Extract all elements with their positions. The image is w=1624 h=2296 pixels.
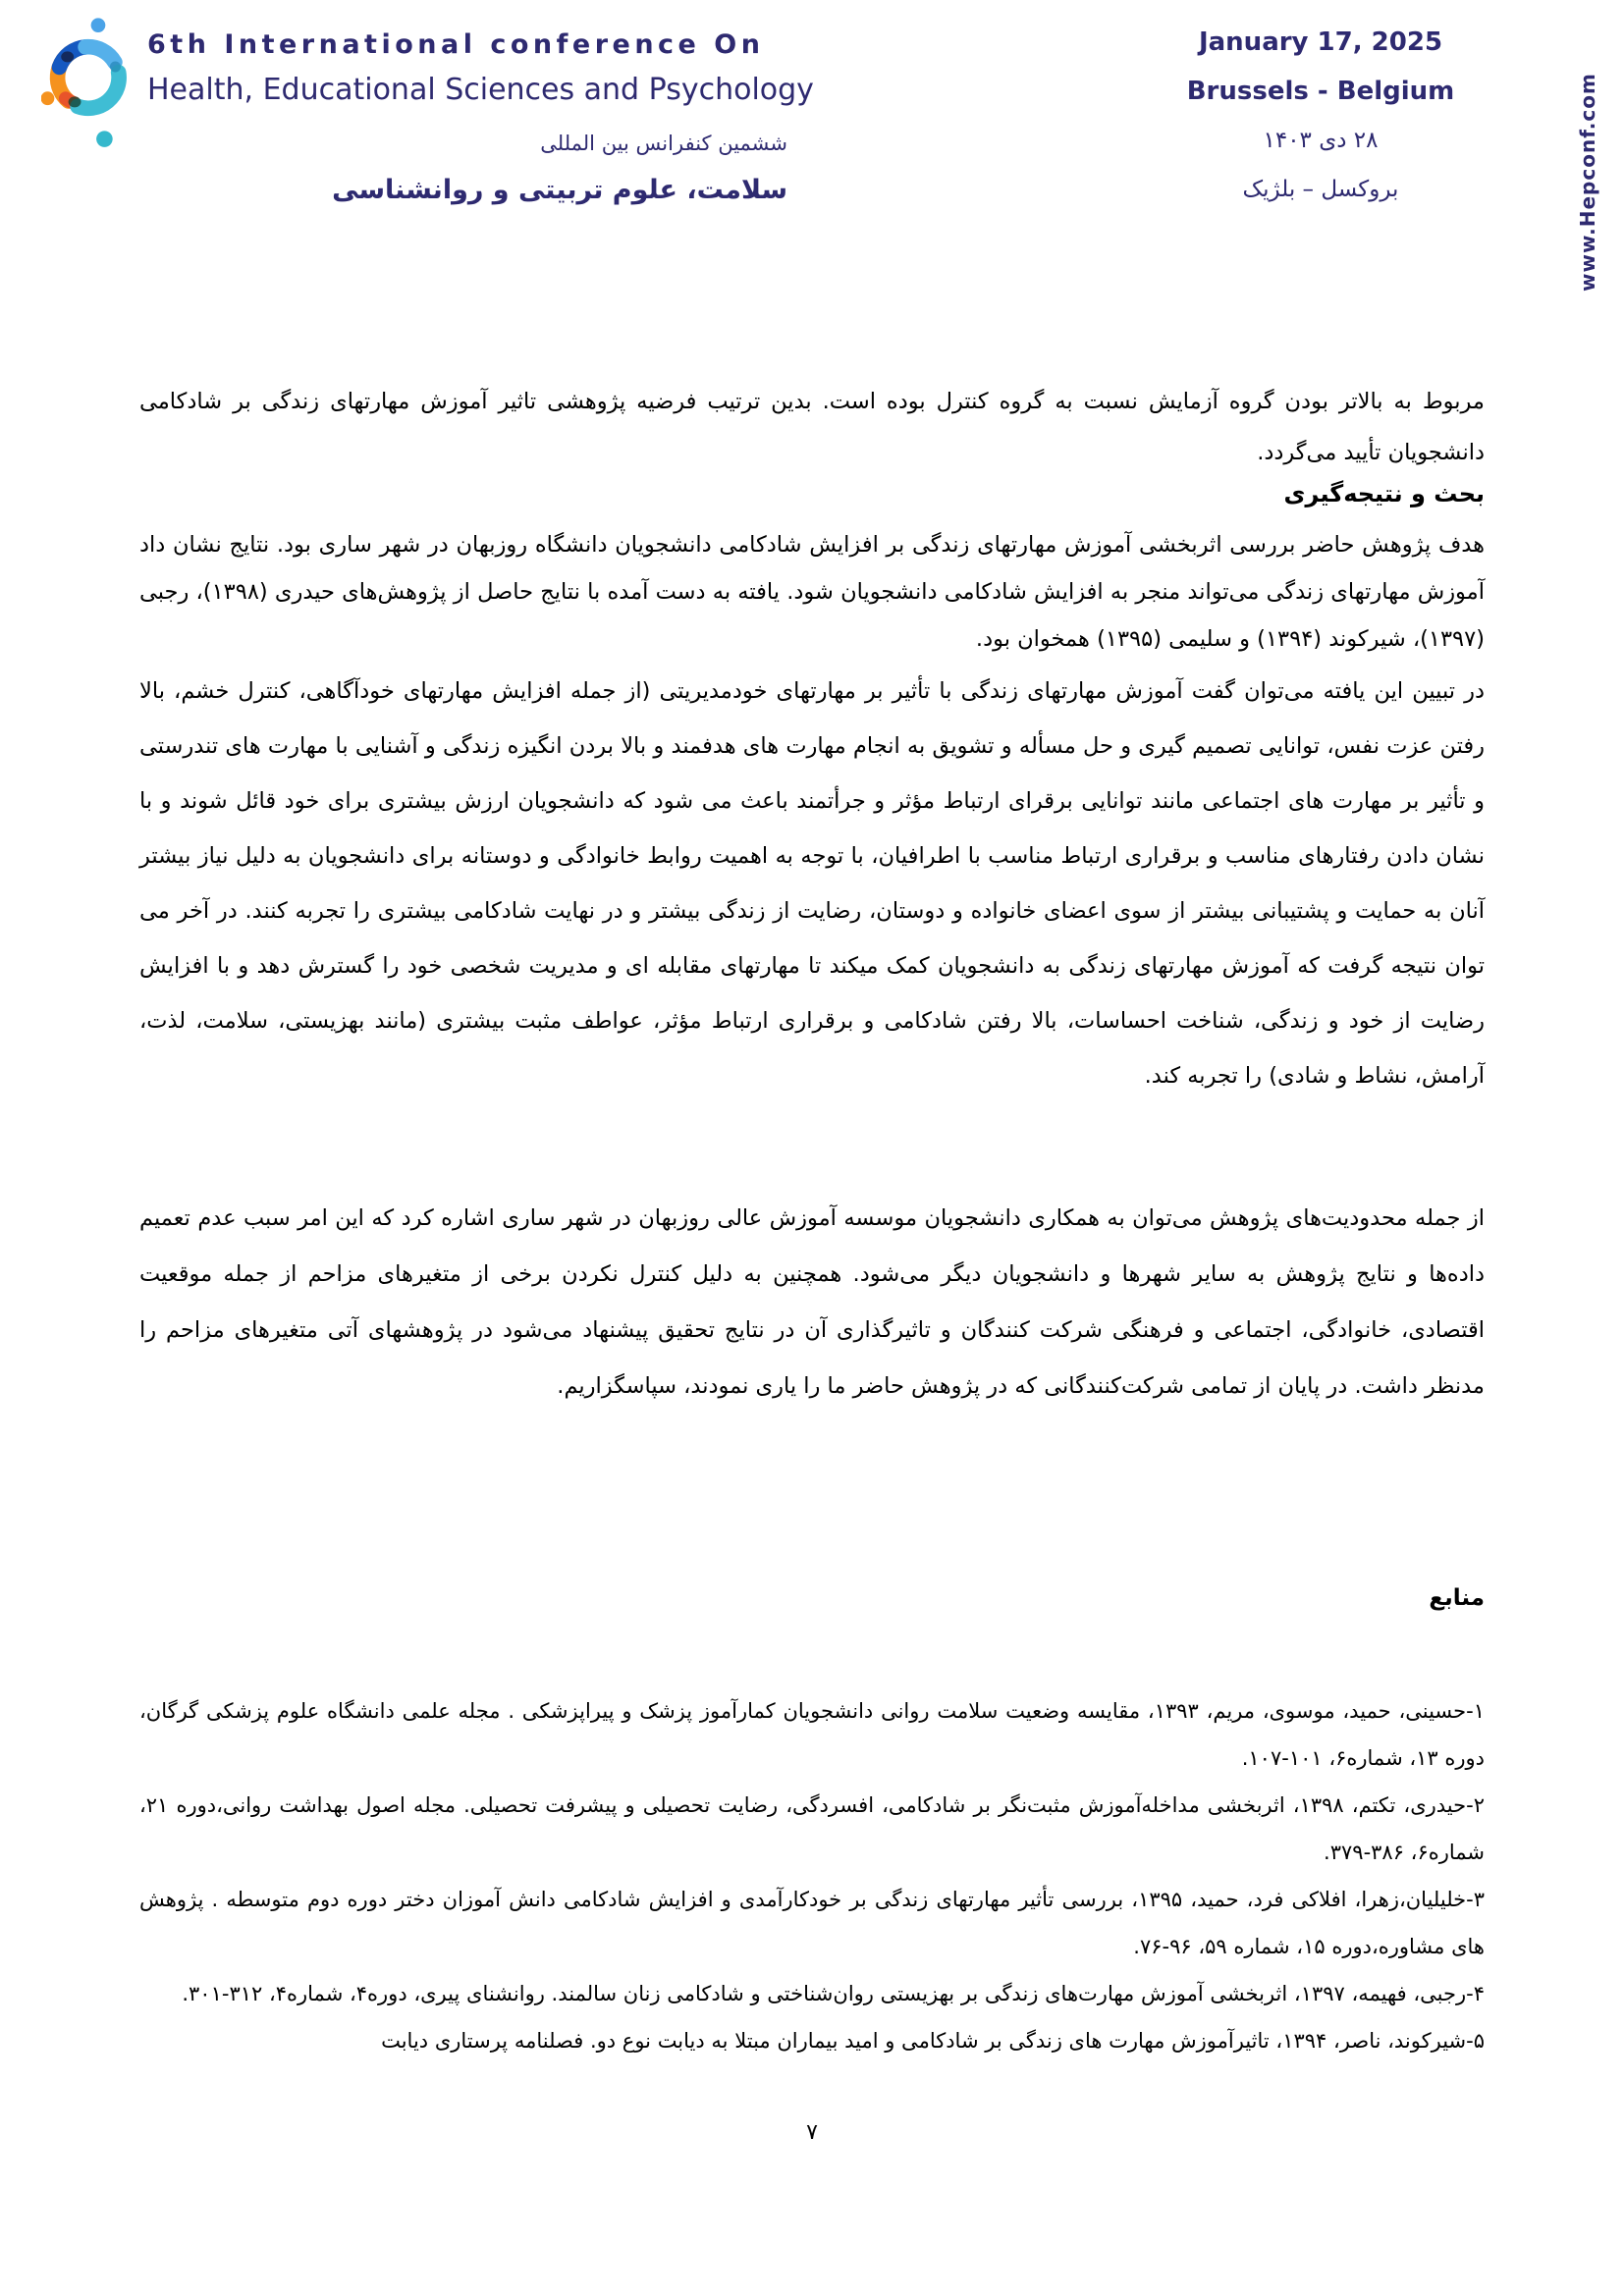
conference-title-en-line1: 6th International conference On <box>147 29 765 60</box>
section-heading-discussion: بحث و نتیجه‌گیری <box>1283 480 1485 507</box>
conference-location-fa: بروکسل – بلژیک <box>1242 177 1399 202</box>
conference-website-text: www.Hepconf.com <box>1576 73 1599 293</box>
references-list <box>139 1687 1485 2064</box>
conference-date-location-block <box>1129 27 1512 202</box>
conference-title-fa-line2: سلامت، علوم تربیتی و روانشناسی <box>332 175 787 205</box>
reference-item: ۱-حسینی، حمید، موسوی، مریم، ۱۳۹۳، مقایسه وضعیت سلامت روانی دانشجویان کمارآموز پزشک و پیراپزشکی . مجله علمی دانشگاه علوم پزشکی گرگان، دوره ۱۳، شماره۶، ۱۰۱-۱۰۷. <box>139 1699 1485 1770</box>
conference-logo-icon <box>41 12 132 167</box>
section-heading-references: منابع <box>1429 1585 1485 1611</box>
body-paragraph-1: مربوط به بالاتر بودن گروه آزمایش نسبت به گروه کنترل بوده است. بدین ترتیب فرضیه پژوهشی تاثیر آموزش مهارتهای زندگی بر شادکامی دانشجویان تأیید می‌گردد. <box>139 389 1485 465</box>
reference-item: ۵-شیرکوند، ناصر، ۱۳۹۴، تاثیرآموزش مهارت های زندگی بر شادکامی و امید بیماران مبتلا به دیابت نوع دو. فصلنامه پرستاری دیابت <box>381 2029 1485 2053</box>
conference-location-en: Brussels - Belgium <box>1186 77 1455 106</box>
conference-title-fa-line1: ششمین کنفرانس بین المللی <box>540 132 787 155</box>
conference-date-en: January 17, 2025 <box>1198 27 1443 57</box>
conference-title-en-line2: Health, Educational Sciences and Psychology <box>147 73 814 107</box>
reference-item: ۴-رجبی، فهیمه، ۱۳۹۷، اثربخشی آموزش مهارت‌های زندگی بر بهزیستی روان‌شناختی و شادکامی زنان سالمند. روانشنای پیری، دوره۴، شماره۴، ۳۱۲-۳۰۱. <box>182 1982 1485 2005</box>
body-paragraph-2: هدف پژوهش حاضر بررسی اثربخشی آموزش مهارتهای زندگی بر افزایش شادکامی دانشجویان دانشگاه روزبهان در شهر ساری بود. نتایج نشان داد آموزش مهارتهای زندگی می‌تواند منجر به افزایش شادکامی دانشجویان شود. یافته به دست آمده با نتایج حاصل از پژوهش‌های حیدری (۱۳۹۸)، رجبی (۱۳۹۷)، شیرکوند (۱۳۹۴) و سلیمی (۱۳۹۵) همخوان بود. <box>139 532 1485 652</box>
body-paragraph-4: از جمله محدودیت‌های پژوهش می‌توان به همکاری دانشجویان موسسه آموزش عالی روزبهان در شهر ساری اشاره کرد که این امر سبب عدم تعمیم داده‌ها و نتایج پژوهش به سایر شهرها و دانشجویان دیگر می‌شود. همچنین به دلیل کنترل نکردن برخی از متغیرهای مزاحم از جمله موقعیت اقتصادی، خانوادگی، اجتماعی و فرهنگی شرکت کنندگان و تاثیرگذاری آن در نتایج تحقیق پیشنهاد می‌شود در پژوهشهای آتی متغیرهای مزاحم را مدنظر داشت. در پایان از تمامی شرکت‌کنندگانی که در پژوهش حاضر ما را یاری نمودند، سپاسگزاریم. <box>139 1205 1485 1399</box>
reference-item: ۲-حیدری، تکتم، ۱۳۹۸، اثربخشی مداخله‌آموزش مثبت‌نگر بر شادکامی، افسردگی، رضایت تحصیلی و پیشرفت تحصیلی. مجله اصول بهداشت روانی،دوره ۲۱، شماره۶، ۳۸۶-۳۷۹. <box>139 1793 1485 1864</box>
conference-date-fa: ۲۸ دی ۱۴۰۳ <box>1263 128 1379 153</box>
body-paragraph-3: در تبیین این یافته می‌توان گفت آموزش مهارتهای زندگی با تأثیر بر مهارتهای خودمدیریتی (از جمله افزایش مهارتهای خودآگاهی، کنترل خشم، بالا رفتن عزت نفس، توانایی تصمیم گیری و حل مسأله و تشویق به انجام مهارت های هدفمند و بالا بردن انگیزه زندگی و آشنایی با مهارت های تندرستی و تأثیر بر مهارت های اجتماعی مانند توانایی برقرای ارتباط مؤثر و جرأتمند باعث می شود که دانشجویان ارزش بیشتری برای خود قائل شوند و با نشان دادن رفتارهای مناسب و برقراری ارتباط مناسب با اطرافیان، با توجه به اهمیت روابط خانوادگی و دوستانه برای دانشجویان به دلیل نیاز بیشتر آنان به حمایت و پشتیبانی بیشتر از سوی اعضای خانواده و دوستان، رضایت از زندگی بیشتر و در نهایت شادکامی بیشتری را تجربه کنند. در آخر می توان نتیجه گرفت که آموزش مهارتهای زندگی به دانشجویان کمک میکند تا مهارتهای مقابله ای و مدیریت شخصی خود را گسترش دهد و با افزایش رضایت از خود و زندگی، شناخت احساسات، بالا رفتن شادکامی و برقراری ارتباط مؤثر، عواطف مثبت بیشتری (مانند بهزیستی، سلامت، لذت، آرامش، نشاط و شادی) را تجربه کند. <box>139 678 1485 1089</box>
page-number: ۷ <box>806 2120 818 2145</box>
reference-item: ۳-خلیلیان،زهرا، افلاکی فرد، حمید، ۱۳۹۵، بررسی تأثیر مهارتهای زندگی بر خودکارآمدی و افزایش شادکامی دانش آموزان دختر دوره دوم متوسطه . پژوهش های مشاوره،دوره ۱۵، شماره ۵۹، ۹۶-۷۶. <box>139 1888 1485 1958</box>
